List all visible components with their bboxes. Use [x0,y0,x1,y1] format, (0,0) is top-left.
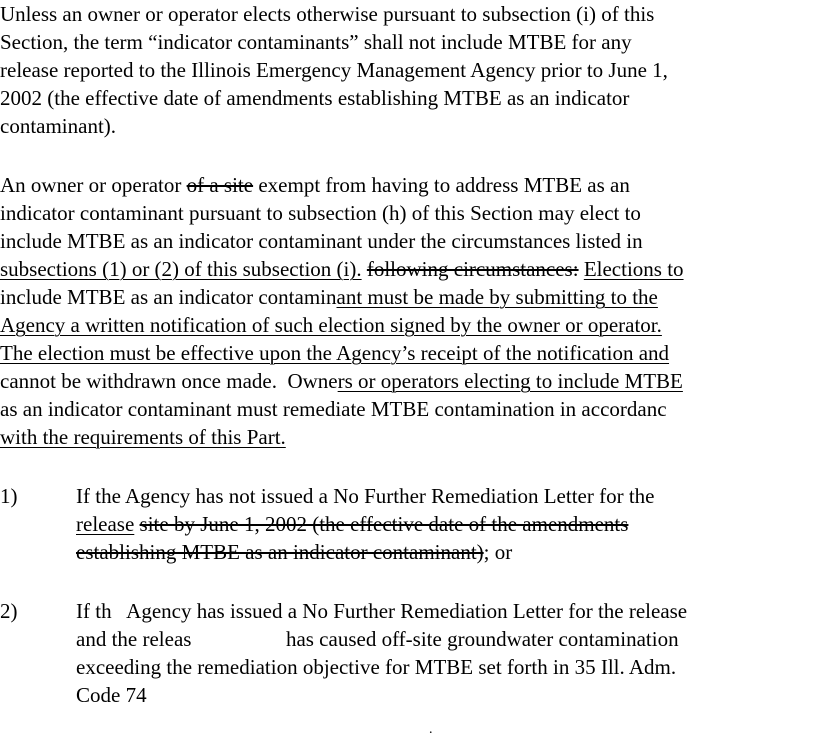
paragraph2-line6 [0,311,662,339]
text-run: exempt from having to address MTBE as an [253,173,630,197]
paragraph1-line2: Section, the term “indicator contaminants” shall not include MTBE for any [0,30,632,54]
inserted-text: Agency a written notification of such election signed by the owner or operator. [0,313,662,337]
inserted-text: ant must be made by submitting to the [336,285,658,309]
paragraph2-line4 [0,255,684,283]
text-run: An owner or operator [0,173,187,197]
inserted-text: rs or operators electing to include MTBE [337,369,683,393]
text-run: cannot be withdrawn once made. Owne [0,369,338,393]
inserted-text: with the requirements of this Part. [0,425,286,449]
inserted-text: The election must be effective upon the Agency’s receipt of the notification and [0,341,670,365]
paragraph1-line4: 2002 (the effective date of amendments establishing MTBE as an indicator [0,86,630,110]
item1-line3 [76,538,512,566]
paragraph1-line3: release reported to the Illinois Emergency Management Agency prior to June 1, [0,58,668,82]
paragraph2-line8 [0,367,683,395]
text-run: include MTBE as an indicator contamin [0,285,337,309]
item2-line2: and the releas has caused off-site groundwater contamination [76,627,679,651]
item2-line4: Code 74 [76,683,147,707]
paragraph1-line5: contaminant). [0,114,117,138]
deleted-text: of a site [186,173,254,197]
paragraph2-line3: include MTBE as an indicator contaminant under the circumstances listed in [0,229,643,253]
item2-line1: If th Agency has issued a No Further Remediation Letter for the release [76,599,688,623]
paragraph2-line10 [0,423,286,451]
item2-number: 2) [0,599,18,623]
paragraph2-line9: as an indicator contaminant must remediate MTBE contamination in accordanc [0,397,667,421]
paragraph1-line1: Unless an owner or operator elects otherwise pursuant to subsection (i) of this [0,2,655,26]
deleted-text: site by June 1, 2002 (the effective date of the amendments [139,512,629,536]
paragraph2-line5 [0,283,658,311]
item1-number: 1) [0,484,18,508]
inserted-text: subsections (1) or (2) of this subsection (i). [0,257,362,281]
item1-line2 [76,510,628,538]
deleted-text: following circumstances: [366,257,579,281]
item1-line1: If the Agency has not issued a No Further Remediation Letter for the [76,484,655,508]
paragraph2-line7 [0,339,669,367]
footer-mark: . [429,722,433,737]
inserted-text: release [76,512,135,536]
text-run: ; or [483,540,513,564]
paragraph2-line2: indicator contaminant pursuant to subsection (h) of this Section may elect to [0,201,641,225]
item2-line3: exceeding the remediation objective for MTBE set forth in 35 Ill. Adm. [76,655,677,679]
paragraph2-line1 [0,171,630,199]
deleted-text: establishing MTBE as an indicator contaminant) [76,540,484,564]
inserted-text: Elections to [583,257,684,281]
